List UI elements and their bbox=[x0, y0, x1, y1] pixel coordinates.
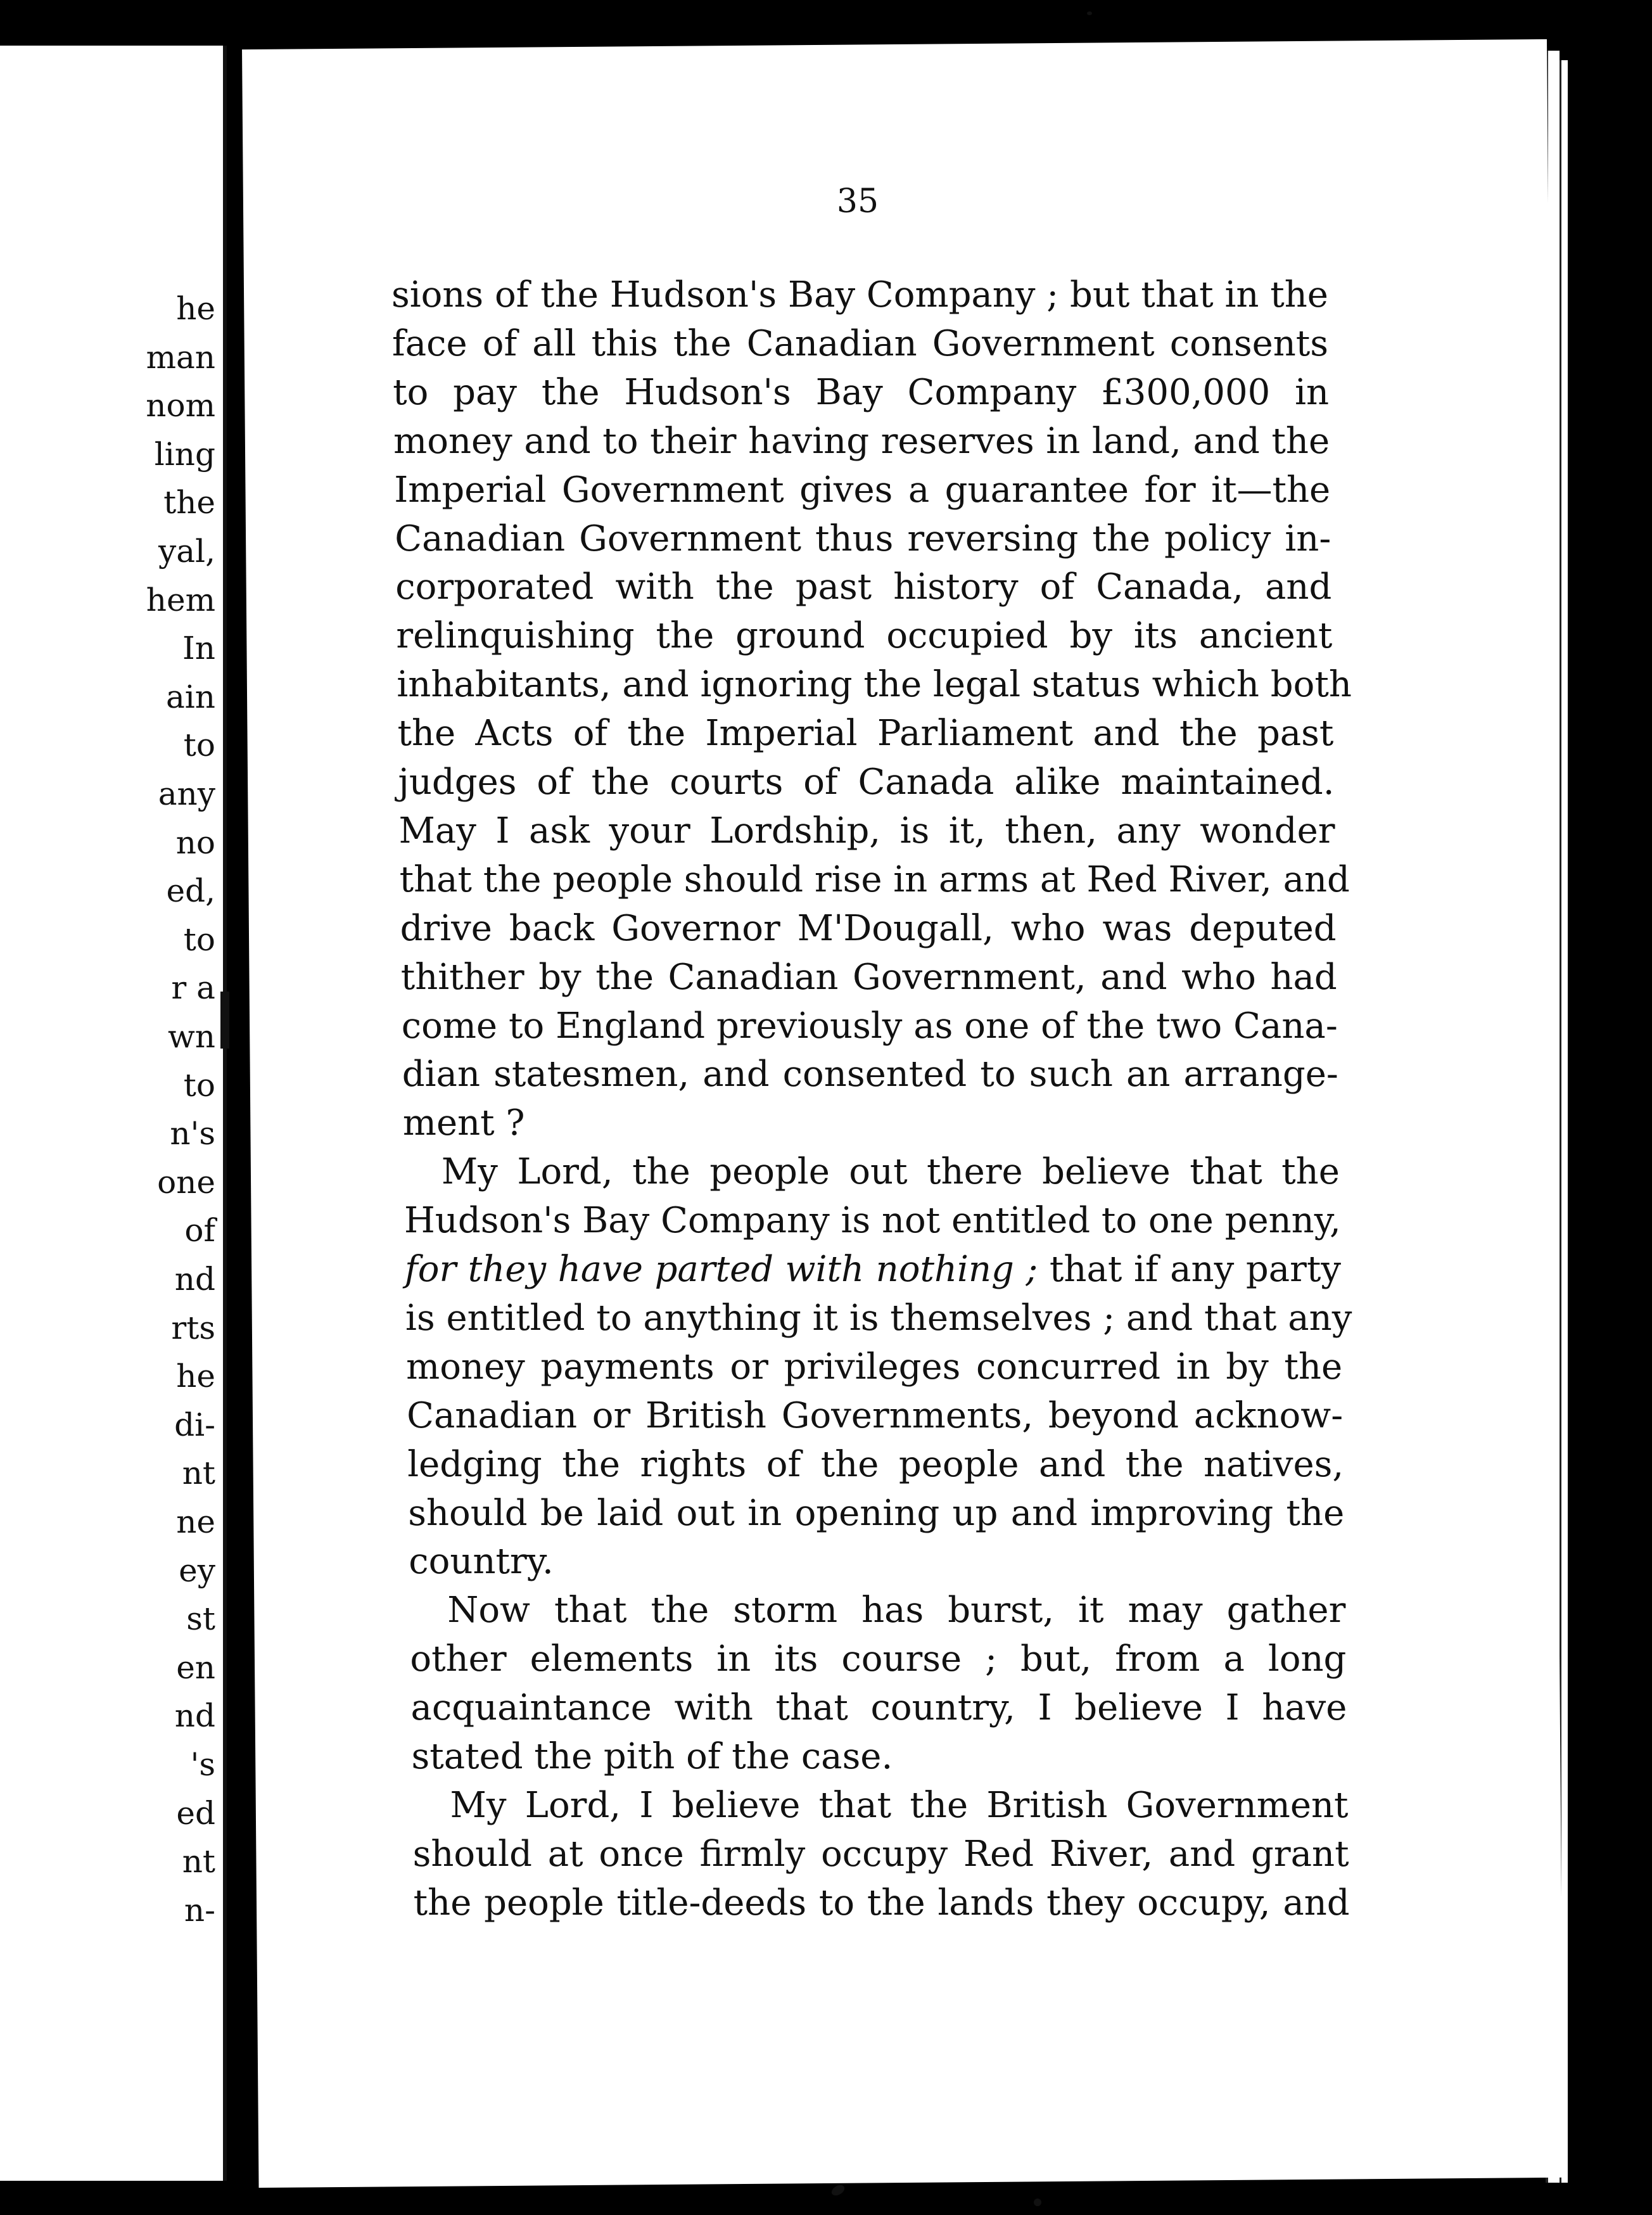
left-page-text-fragment: to bbox=[183, 921, 215, 958]
left-page-text-fragment: In bbox=[182, 630, 215, 667]
line-text: that if any party bbox=[1038, 1249, 1341, 1290]
italic-phrase: for they have parted with nothing ; bbox=[405, 1249, 1038, 1290]
left-page-text-fragment: ed, bbox=[166, 872, 215, 910]
text-line: come to England previously as one of the two Cana- bbox=[401, 1005, 1338, 1047]
left-page-text-fragment: no bbox=[175, 824, 215, 861]
left-page-text-fragment: yal, bbox=[158, 533, 215, 570]
left-page-text-fragment: di- bbox=[174, 1406, 215, 1443]
text-line: judges of the courts of Canada alike maintained. bbox=[398, 762, 1335, 803]
left-page-text-fragment: 's bbox=[190, 1746, 215, 1783]
text-line bbox=[405, 1247, 1341, 1293]
text-line: My Lord, the people out there believe that the bbox=[441, 1151, 1340, 1193]
text-line: ledging the rights of the people and the natives, bbox=[407, 1443, 1344, 1485]
left-page-text-fragment: st bbox=[186, 1600, 215, 1638]
left-page-text-fragment: to bbox=[183, 727, 215, 764]
text-line: Now that the storm has burst, it may gather bbox=[447, 1590, 1346, 1631]
left-page-text-fragment: to bbox=[183, 1066, 215, 1104]
left-page-text-fragment: ne bbox=[176, 1503, 215, 1540]
text-line: corporated with the past history of Canada, and bbox=[395, 566, 1332, 608]
text-line: My Lord, I believe that the British Government bbox=[450, 1784, 1349, 1826]
left-page-text-fragment: of bbox=[184, 1212, 215, 1249]
left-page-text-fragment: he bbox=[176, 1358, 215, 1395]
ink-speck bbox=[1034, 2199, 1041, 2206]
left-page-text-fragment: wn bbox=[168, 1018, 215, 1055]
text-line: inhabitants, and ignoring the legal status which both bbox=[397, 664, 1352, 706]
left-page-text-fragment: r a bbox=[171, 969, 215, 1007]
text-line: the Acts of the Imperial Parliament and the past bbox=[397, 713, 1334, 755]
text-line: thither by the Canadian Government, and who had bbox=[400, 956, 1337, 998]
page-number: 35 bbox=[836, 182, 879, 220]
left-page-text-fragment: ey bbox=[179, 1552, 215, 1589]
text-line: to pay the Hudson's Bay Company £300,000 in bbox=[393, 371, 1330, 413]
left-page-text-fragment: nt bbox=[182, 1843, 215, 1880]
text-line: dian statesmen, and consented to such an arrange- bbox=[402, 1054, 1338, 1095]
left-page-text-fragment: nd bbox=[174, 1697, 215, 1735]
text-line: May I ask your Lordship, is it, then, any wonder bbox=[398, 810, 1335, 852]
left-page-text-fragment: ed bbox=[176, 1794, 215, 1832]
text-line: other elements in its course ; but, from a long bbox=[410, 1638, 1347, 1680]
left-page-text-fragment: en bbox=[176, 1649, 215, 1686]
text-line: sions of the Hudson's Bay Company ; but that in the bbox=[391, 274, 1328, 316]
text-line: money and to their having reserves in land, and the bbox=[393, 420, 1330, 462]
text-line: Canadian or British Governments, beyond acknow- bbox=[407, 1395, 1344, 1436]
left-page-text-fragment: ain bbox=[165, 678, 215, 715]
text-line: is entitled to anything it is themselves ; and that any bbox=[405, 1297, 1352, 1339]
left-page-text-fragment: nt bbox=[182, 1455, 215, 1492]
gutter-shadow bbox=[220, 992, 229, 1049]
left-page-text-fragment: n- bbox=[184, 1891, 215, 1929]
text-line: money payments or privileges concurred in by the bbox=[406, 1346, 1343, 1388]
left-page-text-fragment: n's bbox=[170, 1115, 215, 1152]
left-page-text-fragment: the bbox=[163, 484, 215, 521]
text-line: Hudson's Bay Company is not entitled to one penny, bbox=[403, 1200, 1341, 1242]
ink-speck bbox=[830, 2183, 846, 2197]
left-page-text-fragment: nom bbox=[146, 387, 215, 424]
left-page-fragment bbox=[0, 46, 227, 2181]
text-line: relinquishing the ground occupied by its ancient bbox=[396, 615, 1333, 657]
left-page-text-fragment: nd bbox=[174, 1261, 215, 1298]
text-line: Canadian Government thus reversing the policy in- bbox=[395, 518, 1331, 559]
text-line: face of all this the Canadian Government consents bbox=[392, 322, 1329, 364]
left-page-text-fragment: he bbox=[176, 290, 215, 327]
text-line: acquaintance with that country, I believe I have bbox=[410, 1687, 1347, 1729]
left-page-text-fragment: rts bbox=[171, 1309, 215, 1346]
text-line: the people title-deeds to the lands they occupy, and bbox=[413, 1882, 1350, 1924]
left-page-text-fragment: ling bbox=[154, 435, 215, 473]
text-line: should at once firmly occupy Red River, and grant bbox=[412, 1833, 1349, 1875]
left-page-text-fragment: any bbox=[158, 776, 215, 812]
text-line: ment ? bbox=[402, 1102, 525, 1144]
ink-speck bbox=[1087, 11, 1092, 15]
left-page-text-fragment: man bbox=[146, 338, 215, 376]
text-line: should be laid out in opening up and improving the bbox=[408, 1492, 1345, 1534]
left-page-text-fragment: hem bbox=[146, 581, 215, 618]
text-line: drive back Governor M'Dougall, who was deputed bbox=[400, 907, 1337, 949]
text-line: that the people should rise in arms at Red River, and bbox=[399, 859, 1350, 900]
left-page-text-fragment: one bbox=[157, 1163, 215, 1201]
text-line: Imperial Government gives a guarantee for it—the bbox=[394, 469, 1331, 511]
text-line: stated the pith of the case. bbox=[411, 1736, 893, 1777]
text-line: country. bbox=[409, 1541, 554, 1583]
